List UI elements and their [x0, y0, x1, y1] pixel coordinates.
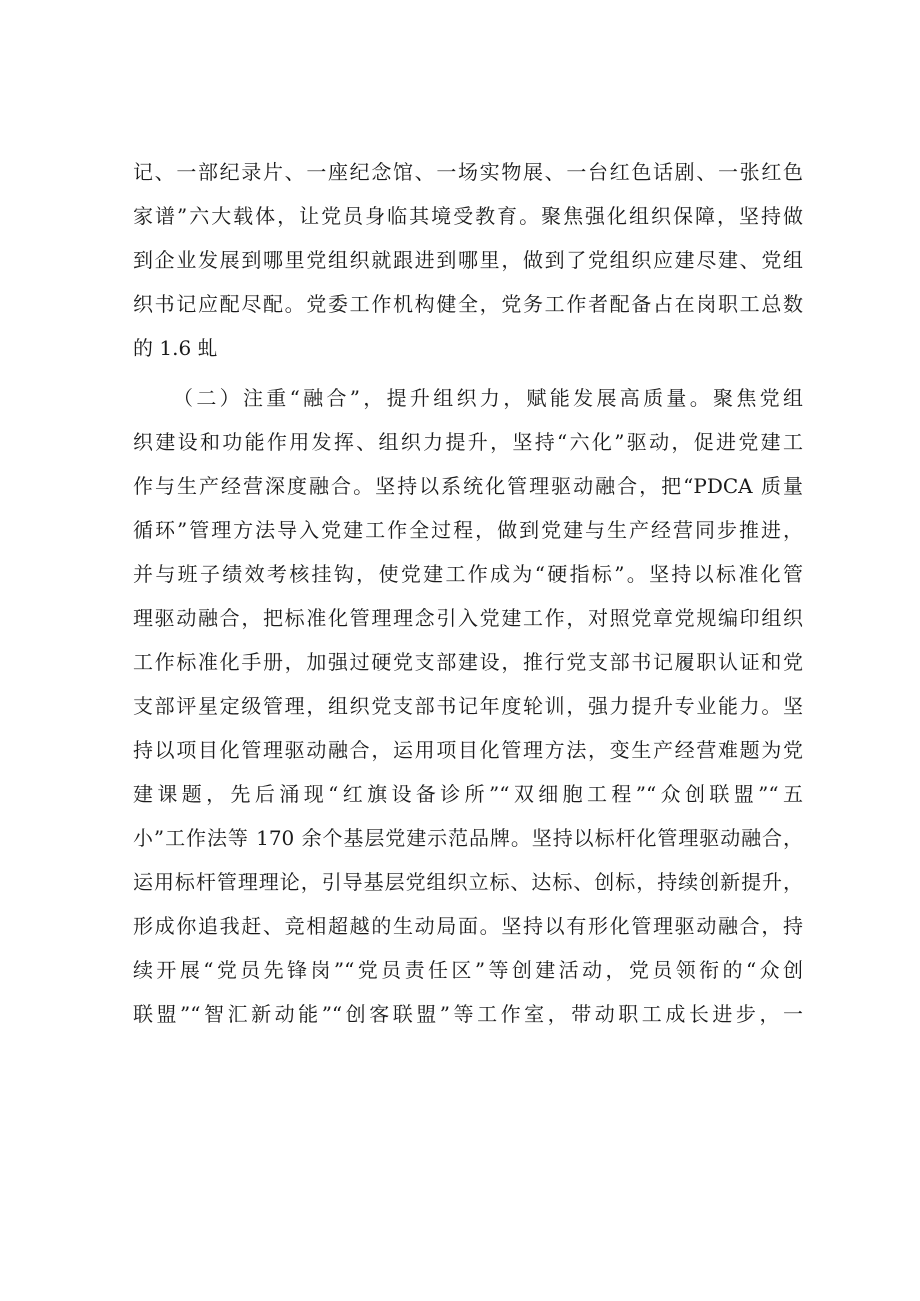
paragraph-1-line-5: 的 1.6 虬 — [133, 336, 218, 360]
paragraph-2-line-13: 形成你追我赶、竞相超越的生动局面。坚持以有形化管理驱动融合，持 — [133, 914, 803, 938]
paragraph-1-line-4: 织书记应配尽配。党委工作机构健全，党务工作者配备占在岗职工总数 — [133, 292, 803, 316]
paragraph-2-line-12: 运用标杆管理理论，引导基层党组织立标、达标、创标，持续创新提升， — [133, 870, 803, 894]
paragraph-1-line-3: 到企业发展到哪里党组织就跟进到哪里，做到了党组织应建尽建、党组 — [133, 248, 803, 272]
paragraph-2-line-2: 织建设和功能作用发挥、组织力提升，坚持“六化”驱动，促进党建工 — [133, 430, 803, 454]
paragraph-2-line-10: 建课题，先后涌现“红旗设备诊所”“双细胞工程”“众创联盟”“五 — [133, 782, 803, 806]
paragraph-2-line-6: 理驱动融合，把标准化管理理念引入党建工作，对照党章党规编印组织 — [133, 606, 803, 630]
paragraph-1-line-2: 家谱”六大载体，让党员身临其境受教育。聚焦强化组织保障，坚持做 — [133, 204, 803, 228]
paragraph-2-line-3: 作与生产经营深度融合。坚持以系统化管理驱动融合，把“PDCA 质量 — [133, 474, 803, 498]
paragraph-2-line-11: 小”工作法等 170 余个基层党建示范品牌。坚持以标杆化管理驱动融合， — [133, 826, 803, 850]
paragraph-2-line-4: 循环”管理方法导入党建工作全过程，做到党建与生产经营同步推进， — [133, 518, 803, 542]
paragraph-2-line-1: （二）注重“融合”，提升组织力，赋能发展高质量。聚焦党组 — [173, 386, 803, 410]
paragraph-2-line-9: 持以项目化管理驱动融合，运用项目化管理方法，变生产经营难题为党 — [133, 738, 803, 762]
paragraph-1-line-1: 记、一部纪录片、一座纪念馆、一场实物展、一台红色话剧、一张红色 — [133, 160, 803, 184]
paragraph-2-line-7: 工作标准化手册，加强过硬党支部建设，推行党支部书记履职认证和党 — [133, 650, 803, 674]
paragraph-2-line-15: 联盟”“智汇新动能”“创客联盟”等工作室，带动职工成长进步，一 — [133, 1002, 803, 1026]
paragraph-2-line-8: 支部评星定级管理，组织党支部书记年度轮训，强力提升专业能力。坚 — [133, 694, 803, 718]
paragraph-2-line-5: 并与班子绩效考核挂钩，使党建工作成为“硬指标”。坚持以标准化管 — [133, 562, 803, 586]
paragraph-2-line-14: 续开展“党员先锋岗”“党员责任区”等创建活动，党员领衔的“众创 — [133, 958, 803, 982]
